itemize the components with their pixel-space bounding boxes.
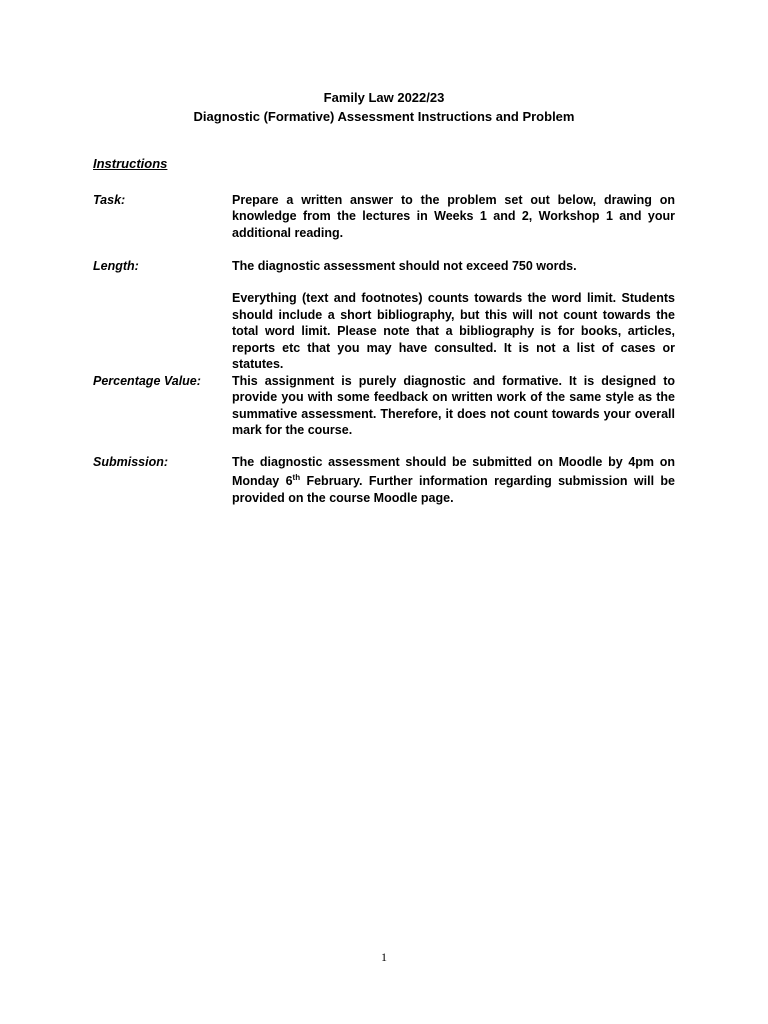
section-heading: Instructions bbox=[93, 156, 168, 171]
submission-paragraph: The diagnostic assessment should be submitted on Moodle by 4pm on Monday 6th February. Further information regarding submission will be provided on the course Moodle page. bbox=[232, 455, 675, 505]
submission-label: Submission: bbox=[93, 455, 169, 469]
task-text bbox=[232, 192, 675, 241]
document-title: Family Law 2022/23 bbox=[323, 90, 445, 105]
percentage-value-paragraph: This assignment is purely diagnostic and formative. It is designed to provide you with some feedback on written work of the same style as the summative assessment. Therefore, it does not count towards your overall mark for the course. bbox=[232, 374, 675, 438]
page-number: 1 bbox=[381, 950, 387, 964]
submission-text bbox=[232, 454, 675, 506]
ordinal-suffix: th bbox=[292, 473, 301, 483]
title-block bbox=[0, 88, 768, 126]
length-label: Length: bbox=[93, 259, 139, 273]
document-subtitle: Diagnostic (Formative) Assessment Instructions and Problem bbox=[193, 109, 575, 124]
length-text bbox=[232, 258, 675, 372]
length-paragraph-1: The diagnostic assessment should not exceed 750 words. bbox=[232, 259, 577, 273]
task-label: Task: bbox=[93, 193, 126, 207]
percentage-value-label: Percentage Value: bbox=[93, 374, 201, 388]
length-paragraph-2: Everything (text and footnotes) counts towards the word limit. Students should include a short bibliography, but this will not count towards the total word limit. Please note that a bibliography is for books, articles, reports etc that you may have consulted. It is not a list of cases or statutes. bbox=[232, 291, 675, 372]
task-paragraph: Prepare a written answer to the problem set out below, drawing on knowledge from the lectures in Weeks 1 and 2, Workshop 1 and your additional reading. bbox=[232, 193, 675, 240]
percentage-value-text bbox=[232, 373, 675, 439]
